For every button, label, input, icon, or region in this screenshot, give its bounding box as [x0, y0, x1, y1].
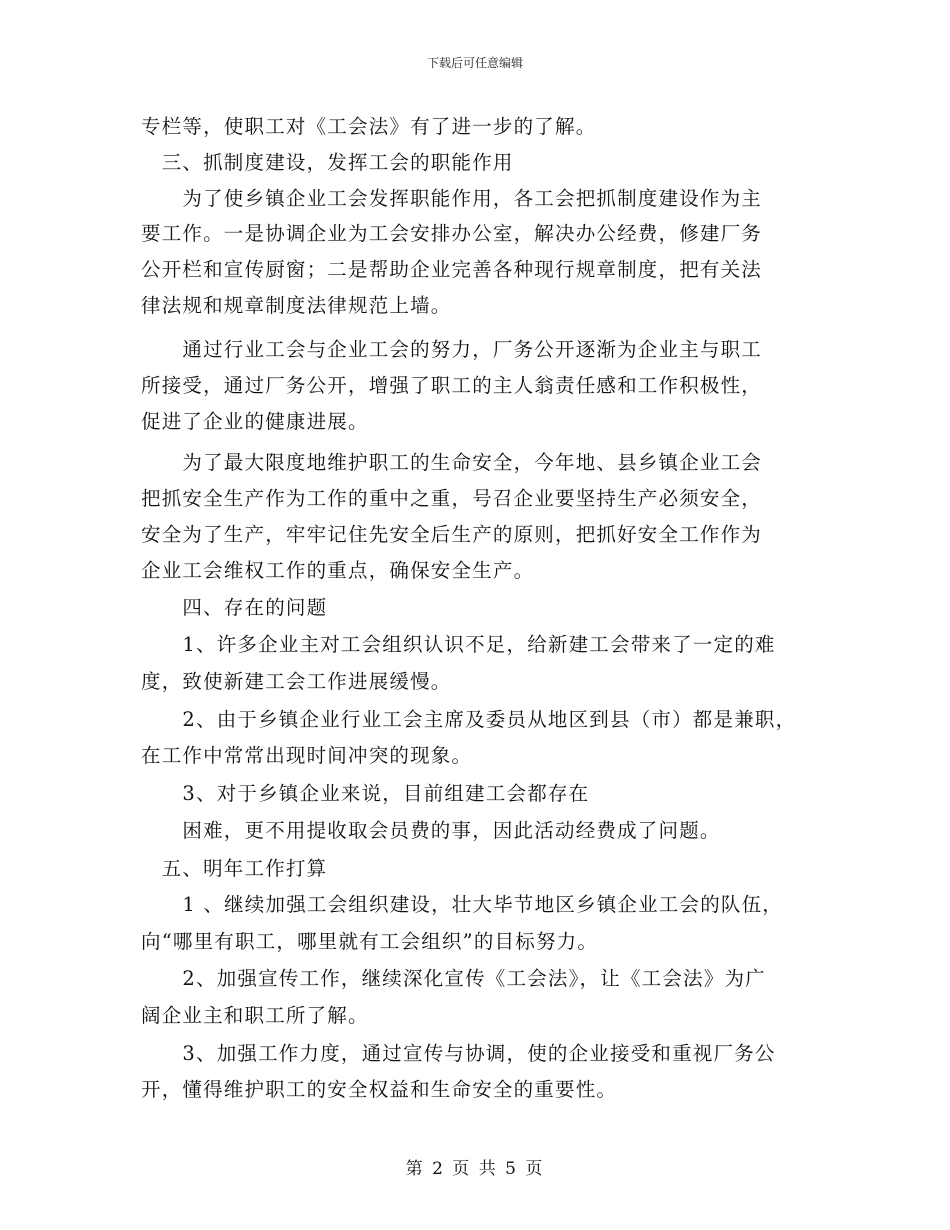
section-heading: 五、明年工作打算: [141, 857, 328, 880]
text-line: 3、加强工作力度，通过宣传与协调，使的企业接受和重视厂务公: [141, 1042, 776, 1065]
section-heading: 四、存在的问题: [141, 596, 328, 619]
text-line: 困难，更不用提收取会员费的事，因此活动经费成了问题。: [141, 819, 721, 842]
page-number: 第 2 页 共 5 页: [405, 1159, 545, 1179]
text-line: 3、对于乡镇企业来说，目前组建工会都存在: [141, 782, 590, 805]
text-line: 度，致使新建工会工作进展缓慢。: [141, 670, 452, 693]
text-line: 律法规和规章制度法律规范上墙。: [141, 294, 452, 317]
text-line: 1、许多企业主对工会组织认识不足，给新建工会带来了一定的难: [141, 633, 776, 656]
text-line: 为了使乡镇企业工会发挥职能作用，各工会把抓制度建设作为主: [141, 187, 763, 210]
text-line: 所接受，通过厂务公开，增强了职工的主人翁责任感和工作积极性，: [141, 374, 763, 397]
section-heading: 三、抓制度建设，发挥工会的职能作用: [141, 151, 514, 174]
text-line: 安全为了生产，牢牢记住先安全后生产的原则，把抓好安全工作作为: [141, 523, 763, 546]
text-line: 阔企业主和职工所了解。: [141, 1004, 369, 1027]
text-line: 促进了企业的健康进展。: [141, 410, 369, 433]
text-line: 企业工会维权工作的重点，确保安全生产。: [141, 559, 535, 582]
text-line: 向“哪里有职工，哪里就有工会组织”的目标努力。: [141, 930, 599, 953]
page-header: 下载后可任意编辑: [426, 56, 523, 70]
text-line: 把抓安全生产作为工作的重中之重，号召企业要坚持生产必须安全，: [141, 487, 763, 510]
text-line: 在工作中常常出现时间冲突的现象。: [141, 744, 473, 767]
text-line: 专栏等，使职工对《工会法》有了进一步的了解。: [141, 115, 597, 138]
text-line: 开，懂得维护职工的安全权益和生命安全的重要性。: [141, 1078, 618, 1101]
text-line: 公开栏和宣传厨窗；二是帮助企业完善各种现行规章制度，把有关法: [141, 258, 763, 281]
text-line: 1 、继续加强工会组织建设，壮大毕节地区乡镇企业工会的队伍，: [141, 893, 784, 916]
text-line: 要工作。一是协调企业为工会安排办公室，解决办公经费，修建厂务: [141, 222, 763, 245]
text-line: 通过行业工会与企业工会的努力，厂务公开逐渐为企业主与职工: [141, 338, 763, 361]
text-line: 2、由于乡镇企业行业工会主席及委员从地区到县（市）都是兼职，: [141, 708, 797, 731]
text-line: 2、加强宣传工作，继续深化宣传《工会法》，让《工会法》为广: [141, 967, 766, 990]
text-line: 为了最大限度地维护职工的生命安全，今年地、县乡镇企业工会: [141, 451, 763, 474]
